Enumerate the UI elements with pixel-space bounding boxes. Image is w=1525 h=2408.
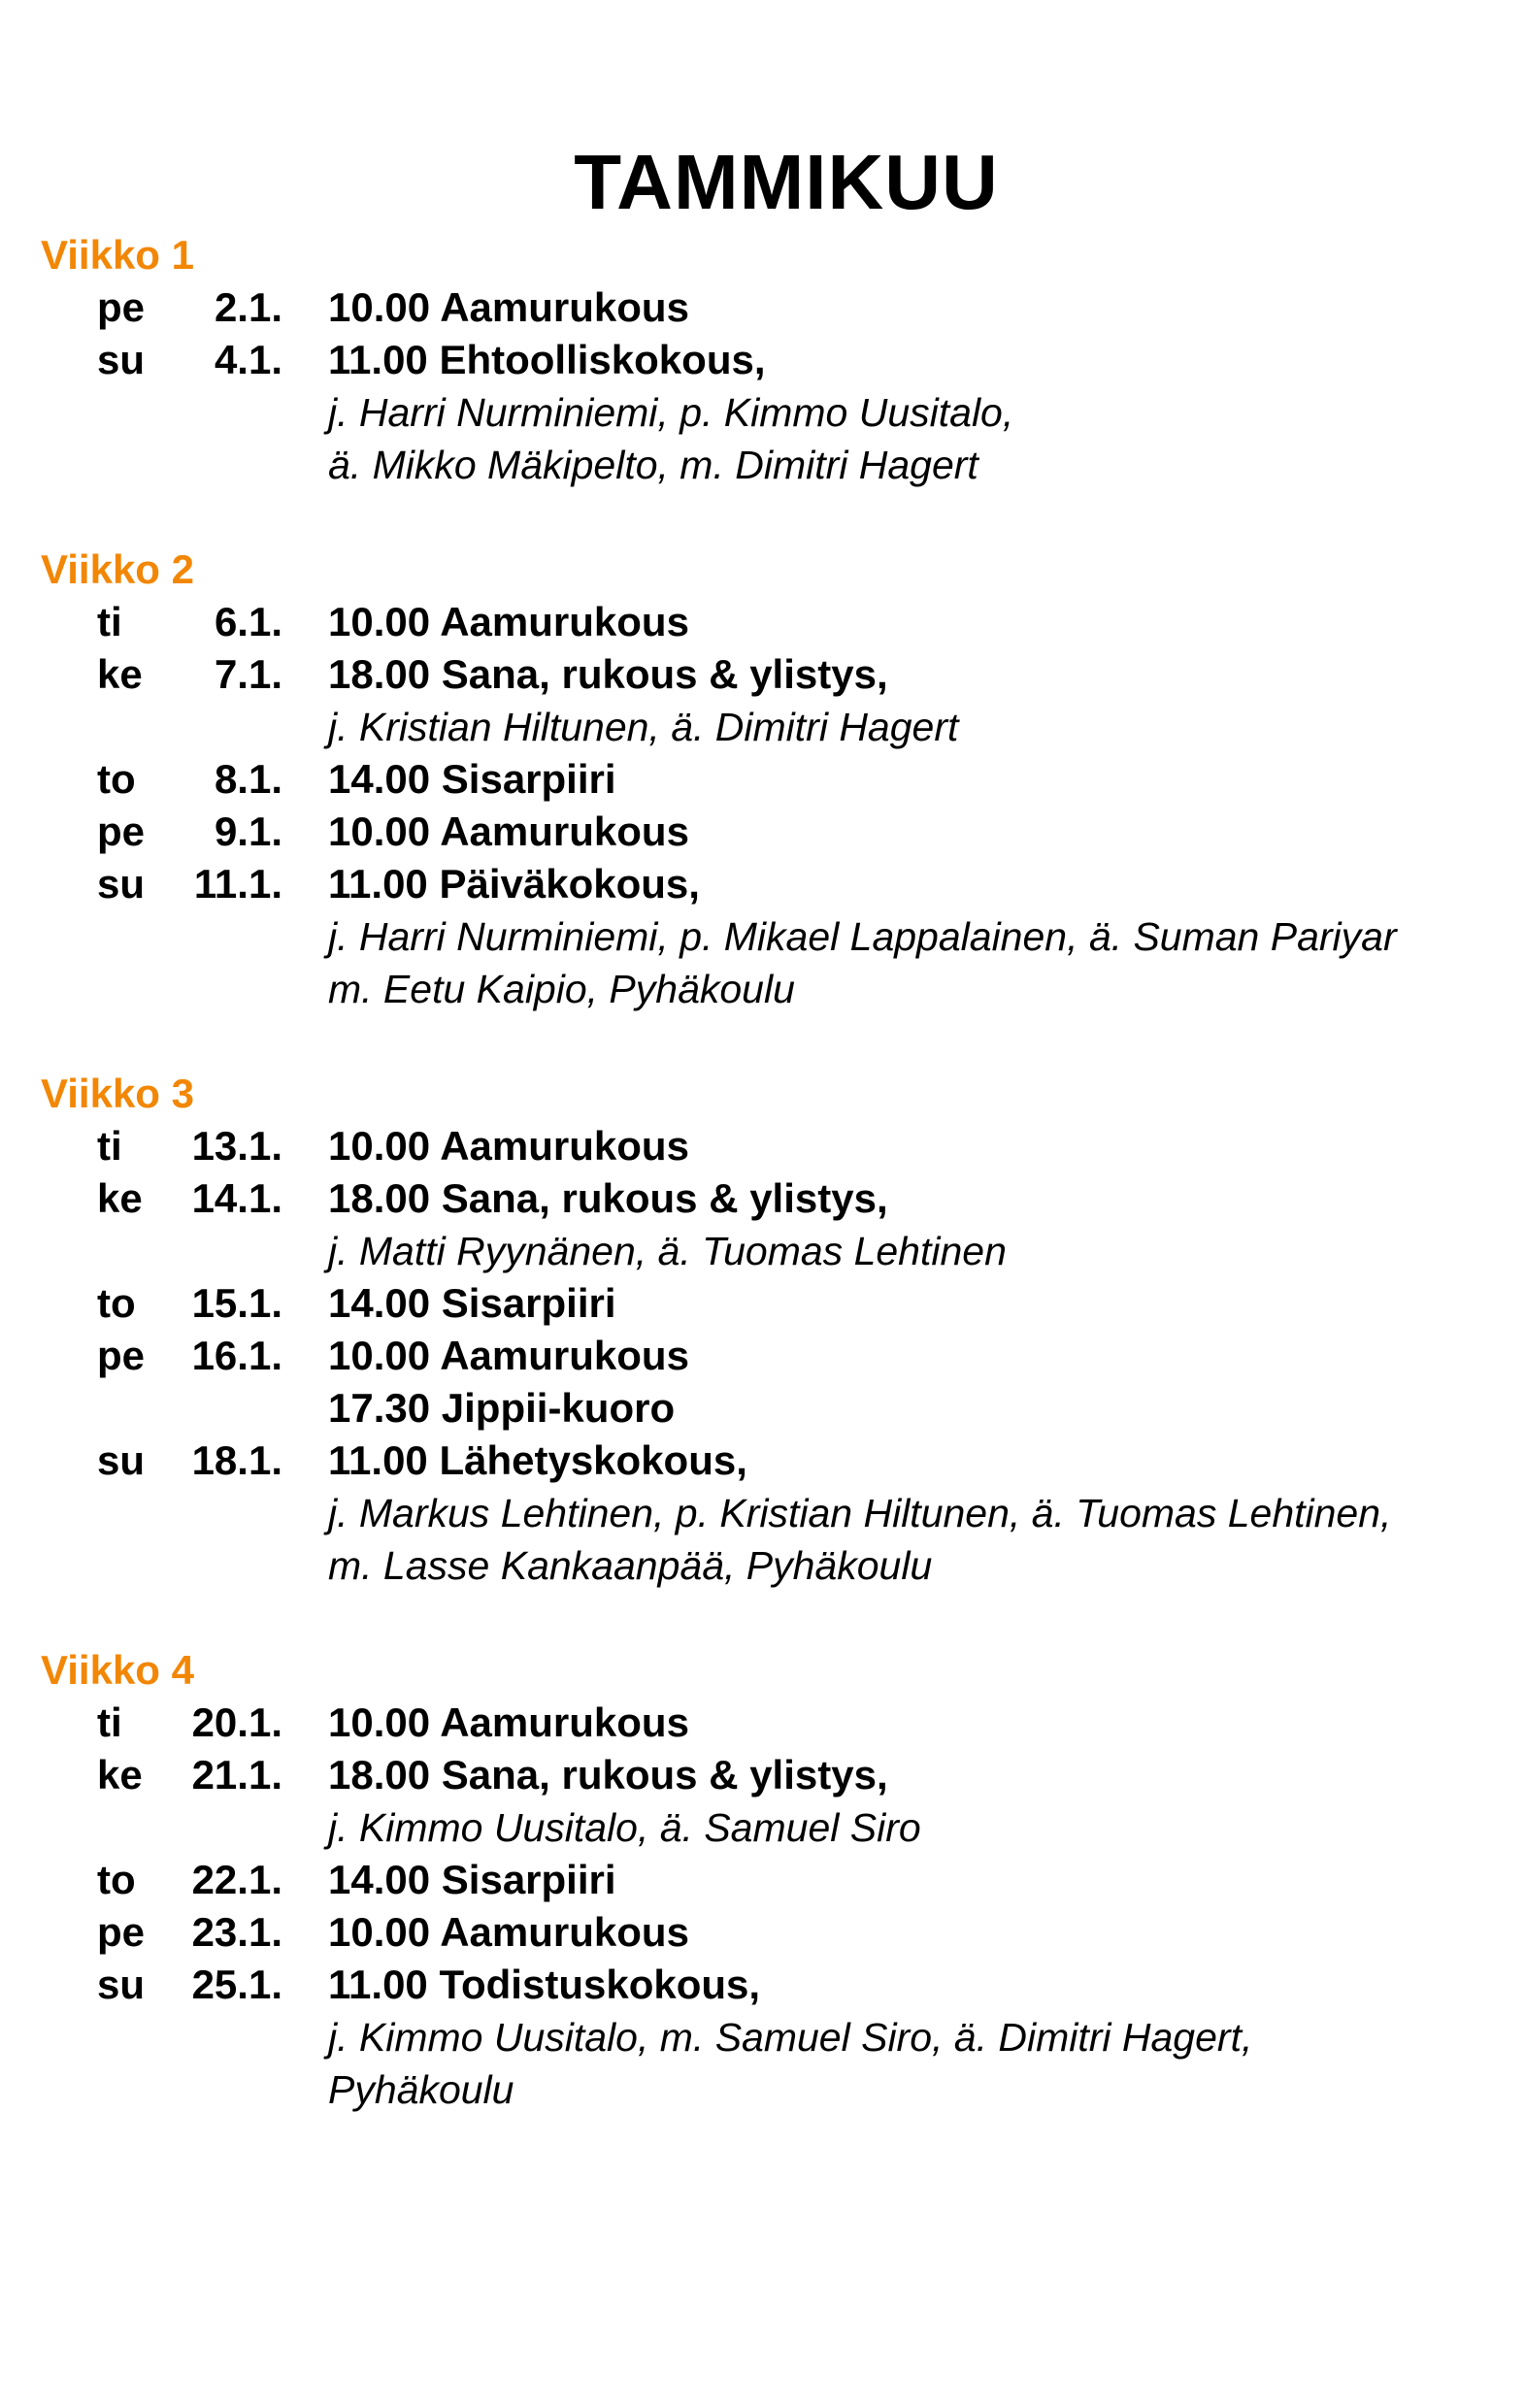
date: 23.1. xyxy=(191,1909,282,1955)
schedule-entry xyxy=(0,596,1525,648)
event-title: 11.00 Päiväkokous, xyxy=(328,861,700,907)
event-details xyxy=(0,910,1525,963)
event-detail-line: j. Harri Nurminiemi, p. Kimmo Uusitalo, xyxy=(328,390,1014,435)
date: 9.1. xyxy=(214,808,282,854)
weekday: su xyxy=(97,861,146,907)
weekday: su xyxy=(97,1962,146,2007)
event-detail-line: j. Harri Nurminiemi, p. Mikael Lappalainen, ä. Suman Pariyar xyxy=(328,914,1397,959)
week-label: Viikko 4 xyxy=(41,1647,194,1693)
event-title: 14.00 Sisarpiiri xyxy=(328,1280,616,1326)
event-details xyxy=(0,1487,1525,1539)
week-section xyxy=(0,1644,1525,2116)
event-title: 18.00 Sana, rukous & ylistys, xyxy=(328,1175,888,1221)
event-title: 11.00 Ehtoolliskokous, xyxy=(328,337,766,382)
event-title: 10.00 Aamurukous xyxy=(328,1123,689,1169)
event-details xyxy=(0,1225,1525,1277)
event-detail-line: j. Matti Ryynänen, ä. Tuomas Lehtinen xyxy=(328,1229,1007,1273)
date: 22.1. xyxy=(191,1857,282,1902)
week-section xyxy=(0,1068,1525,1592)
weekday: ti xyxy=(97,1123,122,1169)
week-section xyxy=(0,229,1525,491)
date: 6.1. xyxy=(214,599,282,644)
schedule-entry xyxy=(0,858,1525,910)
event-details xyxy=(0,2063,1525,2116)
event-details xyxy=(0,701,1525,753)
date: 18.1. xyxy=(191,1437,282,1483)
weekday: su xyxy=(97,1437,146,1483)
weekday: pe xyxy=(97,1333,146,1378)
event-title: 10.00 Aamurukous xyxy=(328,284,689,330)
date: 15.1. xyxy=(191,1280,282,1326)
event-detail-line: m. Eetu Kaipio, Pyhäkoulu xyxy=(328,967,795,1011)
event-detail-line: j. Kimmo Uusitalo, m. Samuel Siro, ä. Dimitri Hagert, xyxy=(328,2015,1253,2060)
date: 4.1. xyxy=(214,337,282,382)
weekday: pe xyxy=(97,808,146,854)
weekday: su xyxy=(97,337,146,382)
schedule-entry xyxy=(0,1906,1525,1959)
weekday: ke xyxy=(97,1175,143,1221)
schedule-entry xyxy=(0,1120,1525,1172)
weekday: ti xyxy=(97,599,122,644)
schedule-entry xyxy=(0,1330,1525,1382)
week-label: Viikko 2 xyxy=(41,546,194,592)
schedule-entry xyxy=(0,1277,1525,1330)
event-title: 10.00 Aamurukous xyxy=(328,1909,689,1955)
event-title: 11.00 Lähetyskokous, xyxy=(328,1437,747,1483)
event-title: 18.00 Sana, rukous & ylistys, xyxy=(328,651,888,697)
date: 20.1. xyxy=(191,1699,282,1745)
event-detail-line: m. Lasse Kankaanpää, Pyhäkoulu xyxy=(328,1543,933,1588)
weekday: pe xyxy=(97,1909,146,1955)
weekday: ti xyxy=(97,1699,122,1745)
event-title: 10.00 Aamurukous xyxy=(328,808,689,854)
schedule-entry xyxy=(0,1382,1525,1435)
event-title: 14.00 Sisarpiiri xyxy=(328,756,616,802)
schedule-entry xyxy=(0,1172,1525,1225)
schedule-entry xyxy=(0,1697,1525,1749)
event-title: 10.00 Aamurukous xyxy=(328,1699,689,1745)
weekday: to xyxy=(97,756,136,802)
schedule-entry xyxy=(0,648,1525,701)
event-title: 18.00 Sana, rukous & ylistys, xyxy=(328,1752,888,1798)
event-title: 14.00 Sisarpiiri xyxy=(328,1857,616,1902)
weekday: ke xyxy=(97,651,143,697)
date: 14.1. xyxy=(191,1175,282,1221)
schedule-entry xyxy=(0,753,1525,806)
week-section xyxy=(0,544,1525,1015)
date: 8.1. xyxy=(214,756,282,802)
schedule-entry xyxy=(0,334,1525,386)
weeks-list xyxy=(0,229,1525,2168)
event-detail-line: j. Markus Lehtinen, p. Kristian Hiltunen, ä. Tuomas Lehtinen, xyxy=(328,1491,1392,1535)
date: 7.1. xyxy=(214,651,282,697)
event-title: 17.30 Jippii-kuoro xyxy=(328,1385,676,1431)
week-label: Viikko 1 xyxy=(41,232,194,278)
weekday: pe xyxy=(97,284,146,330)
event-title: 11.00 Todistuskokous, xyxy=(328,1962,761,2007)
date: 2.1. xyxy=(214,284,282,330)
event-detail-line: j. Kristian Hiltunen, ä. Dimitri Hagert xyxy=(328,705,959,749)
event-details xyxy=(0,1539,1525,1592)
date: 13.1. xyxy=(191,1123,282,1169)
event-details xyxy=(0,1801,1525,1854)
schedule-entry xyxy=(0,1959,1525,2011)
schedule-entry xyxy=(0,806,1525,858)
event-title: 10.00 Aamurukous xyxy=(328,1333,689,1378)
date: 25.1. xyxy=(191,1962,282,2007)
date: 16.1. xyxy=(191,1333,282,1378)
event-details xyxy=(0,963,1525,1015)
weekday: to xyxy=(97,1857,136,1902)
event-details xyxy=(0,2011,1525,2063)
event-details xyxy=(0,386,1525,439)
event-detail-line: j. Kimmo Uusitalo, ä. Samuel Siro xyxy=(328,1805,921,1850)
event-detail-line: Pyhäkoulu xyxy=(328,2067,514,2112)
schedule-entry xyxy=(0,1435,1525,1487)
month-title: TAMMIKUU xyxy=(574,139,999,225)
schedule-entry xyxy=(0,1749,1525,1801)
event-detail-line: ä. Mikko Mäkipelto, m. Dimitri Hagert xyxy=(328,443,978,487)
event-title: 10.00 Aamurukous xyxy=(328,599,689,644)
date: 11.1. xyxy=(193,861,282,907)
schedule-entry xyxy=(0,281,1525,334)
schedule-entry xyxy=(0,1854,1525,1906)
week-label: Viikko 3 xyxy=(41,1071,194,1116)
date: 21.1. xyxy=(191,1752,282,1798)
event-details xyxy=(0,439,1525,491)
weekday: ke xyxy=(97,1752,143,1798)
weekday: to xyxy=(97,1280,136,1326)
